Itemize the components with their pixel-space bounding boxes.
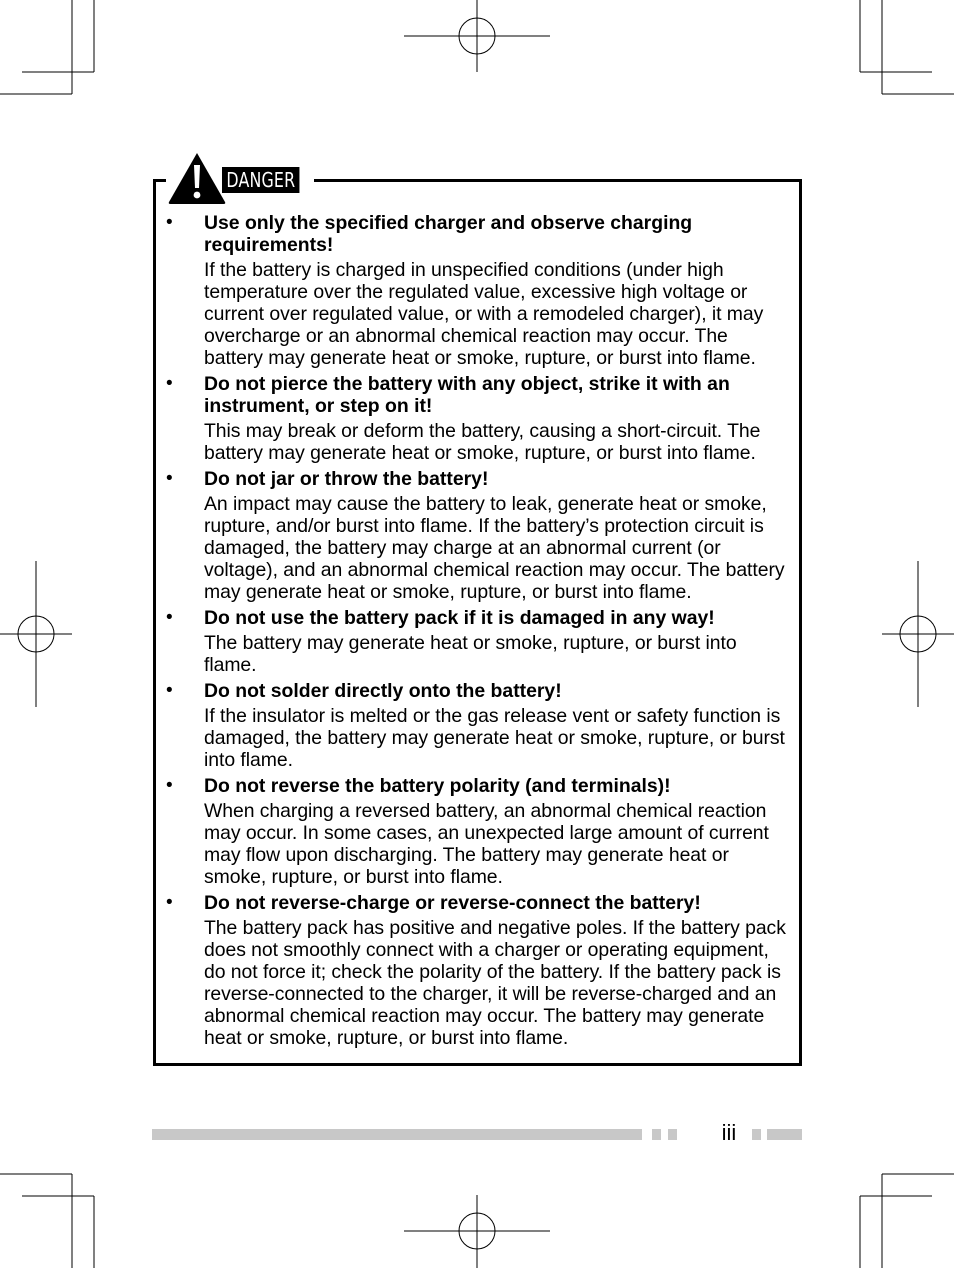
item-body: The battery pack has positive and negative poles. If the battery pack does not smoothly connect with a charger or operating equipment, do not force it; check the polarity of the battery. If the battery pack is reverse-connected to the charger, it will be reverse-charged and an abnormal chemical reaction may occur. The battery may generate heat or smoke, rupture, or burst into flame. (204, 917, 786, 1049)
item-body: If the insulator is melted or the gas release vent or safety function is damaged, the battery may generate heat or smoke, rupture, or burst into flame. (204, 705, 785, 771)
item-title: Do not solder directly onto the battery! (204, 680, 562, 702)
page-number: iii (721, 1120, 737, 1145)
bullet: • (166, 607, 173, 628)
danger-list (166, 212, 790, 1053)
danger-header (166, 150, 314, 206)
bullet: • (166, 775, 173, 796)
registration-mark-icon (404, 0, 550, 72)
footer-square (668, 1129, 677, 1140)
item-body: The battery may generate heat or smoke, rupture, or burst into flame. (204, 632, 737, 676)
item-body: If the battery is charged in unspecified conditions (under high temperature over the regulated value, excessive high voltage or current over regulated value, or with a remodeled charger), it may overcharge or an abnormal chemical reaction may occur. The battery may generate heat or smoke, rupture, or burst into flame. (204, 259, 764, 369)
footer-square (652, 1129, 661, 1140)
item-title: Do not reverse the battery polarity (and terminals)! (204, 775, 671, 797)
registration-mark-icon (404, 1195, 550, 1268)
item-body: When charging a reversed battery, an abnormal chemical reaction may occur. In some cases, an unexpected large amount of current may flow upon discharging. The battery may generate heat or smoke, rupture, or burst into flame. (204, 800, 769, 888)
bullet: • (166, 468, 173, 489)
registration-mark-icon (0, 561, 72, 707)
crop-mark-icon (860, 0, 954, 94)
item-body: An impact may cause the battery to leak, generate heat or smoke, rupture, and/or burst into flame. If the battery’s protection circuit is damaged, the battery may charge at an abnormal current (or voltage), and an abnormal chemical reaction may occur. The battery may generate heat or smoke, rupture, or burst into flame. (204, 493, 785, 603)
bullet: • (166, 212, 173, 233)
footer-square (752, 1129, 761, 1140)
list-item (166, 680, 790, 771)
bullet: • (166, 680, 173, 701)
list-item (166, 373, 790, 464)
list-item (166, 468, 790, 603)
crop-mark-icon (0, 1174, 94, 1268)
footer-bar-right (767, 1129, 802, 1140)
list-item (166, 775, 790, 888)
item-title: Do not pierce the battery with any object, strike it with an instrument, or step on it! (204, 373, 730, 417)
item-title: Do not use the battery pack if it is damaged in any way! (204, 607, 715, 629)
crop-mark-icon (0, 0, 94, 94)
bullet: • (166, 373, 173, 394)
item-title: Use only the specified charger and observe charging requirements! (204, 212, 693, 256)
footer-bar-left (152, 1129, 642, 1140)
warning-triangle-icon (166, 150, 228, 206)
list-item (166, 212, 790, 369)
danger-label: DANGER (222, 167, 300, 193)
list-item (166, 607, 790, 676)
list-item (166, 892, 790, 1049)
item-body: This may break or deform the battery, causing a short-circuit. The battery may generate heat or smoke, rupture, or burst into flame. (204, 420, 761, 464)
item-title: Do not jar or throw the battery! (204, 468, 489, 490)
crop-mark-icon (860, 1174, 954, 1268)
bullet: • (166, 892, 173, 913)
item-title: Do not reverse-charge or reverse-connect the battery! (204, 892, 701, 914)
registration-mark-icon (882, 561, 954, 707)
